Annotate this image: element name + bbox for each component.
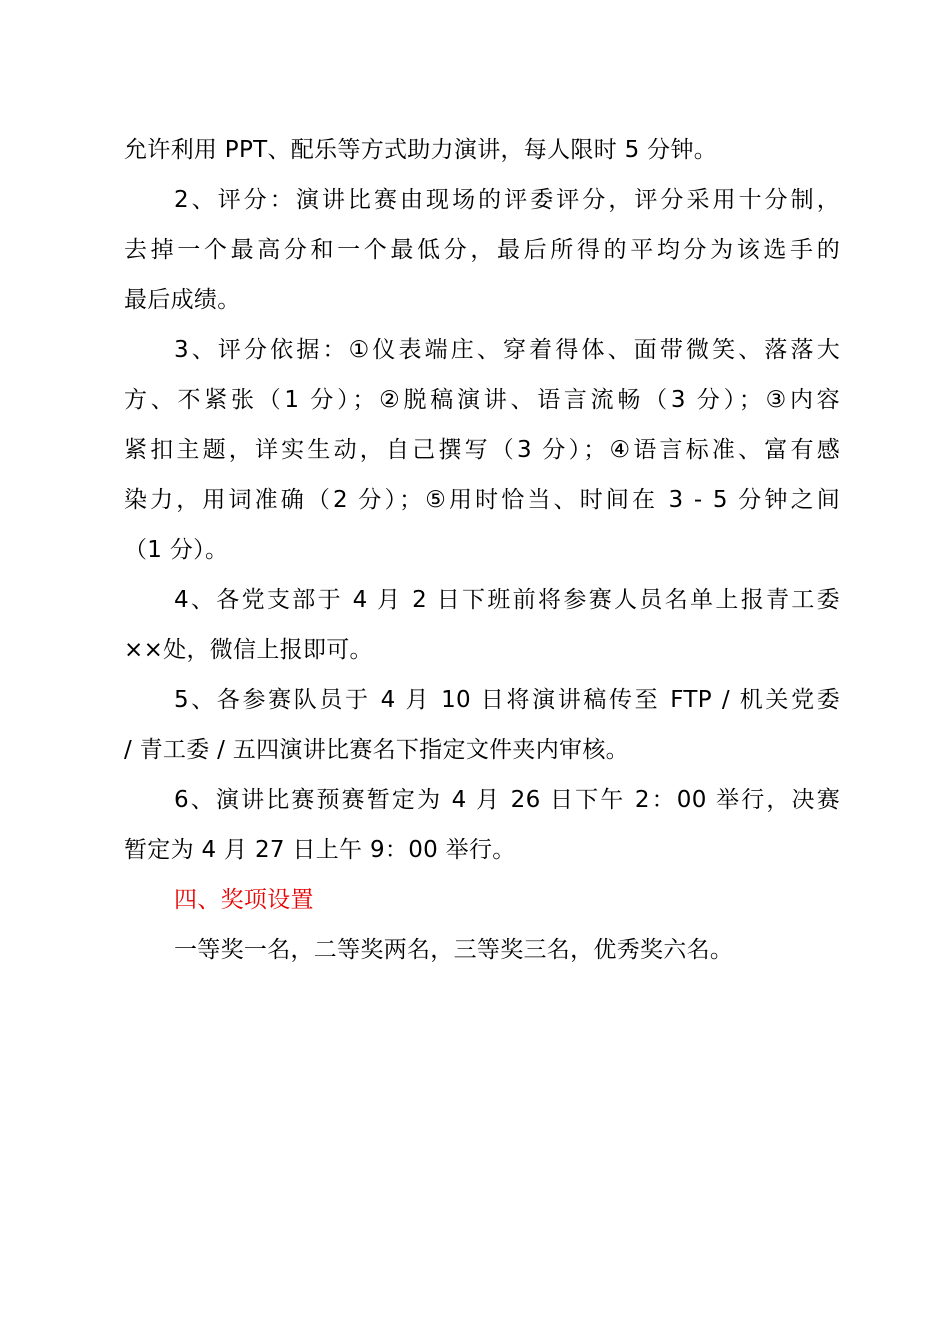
item-2-scoring-line-3: 最后成绩。 (124, 287, 241, 313)
item-3-criteria-line-4: 染力，用词准确（2 分）；⑤用时恰当、时间在 3 - 5 分钟之间 (124, 487, 840, 513)
item-6-line-2: 暂定为 4 月 27 日上午 9：00 举行。 (124, 837, 516, 863)
awards-text: 一等奖一名，二等奖两名，三等奖三名，优秀奖六名。 (174, 937, 734, 963)
item-5-line-2: / 青工委 / 五四演讲比赛名下指定文件夹内审核。 (124, 737, 629, 763)
document-body (124, 125, 840, 975)
text-line-1: 允许利用 PPT、配乐等方式助力演讲，每人限时 5 分钟。 (124, 137, 718, 163)
item-4-line-2: ××处，微信上报即可。 (124, 637, 373, 663)
item-4-line-1: 4、各党支部于 4 月 2 日下班前将参赛人员名单上报青工委 (174, 587, 840, 613)
item-5-line-1: 5、各参赛队员于 4 月 10 日将演讲稿传至 FTP / 机关党委 (174, 687, 840, 713)
item-2-scoring-line-2: 去掉一个最高分和一个最低分，最后所得的平均分为该选手的 (124, 237, 840, 263)
item-3-criteria-line-1: 3、评分依据：①仪表端庄、穿着得体、面带微笑、落落大 (174, 337, 840, 363)
item-6-line-1: 6、演讲比赛预赛暂定为 4 月 26 日下午 2：00 举行，决赛 (174, 787, 840, 813)
item-3-criteria-line-3: 紧扣主题，详实生动，自己撰写（3 分）；④语言标准、富有感 (124, 437, 840, 463)
item-3-criteria-line-5: （1 分）。 (124, 537, 229, 563)
item-2-scoring-line-1: 2、评分：演讲比赛由现场的评委评分，评分采用十分制， (174, 187, 840, 213)
item-3-criteria-line-2: 方、不紧张（1 分）；②脱稿演讲、语言流畅（3 分）；③内容 (124, 387, 840, 413)
section-heading-awards: 四、奖项设置 (174, 887, 314, 913)
